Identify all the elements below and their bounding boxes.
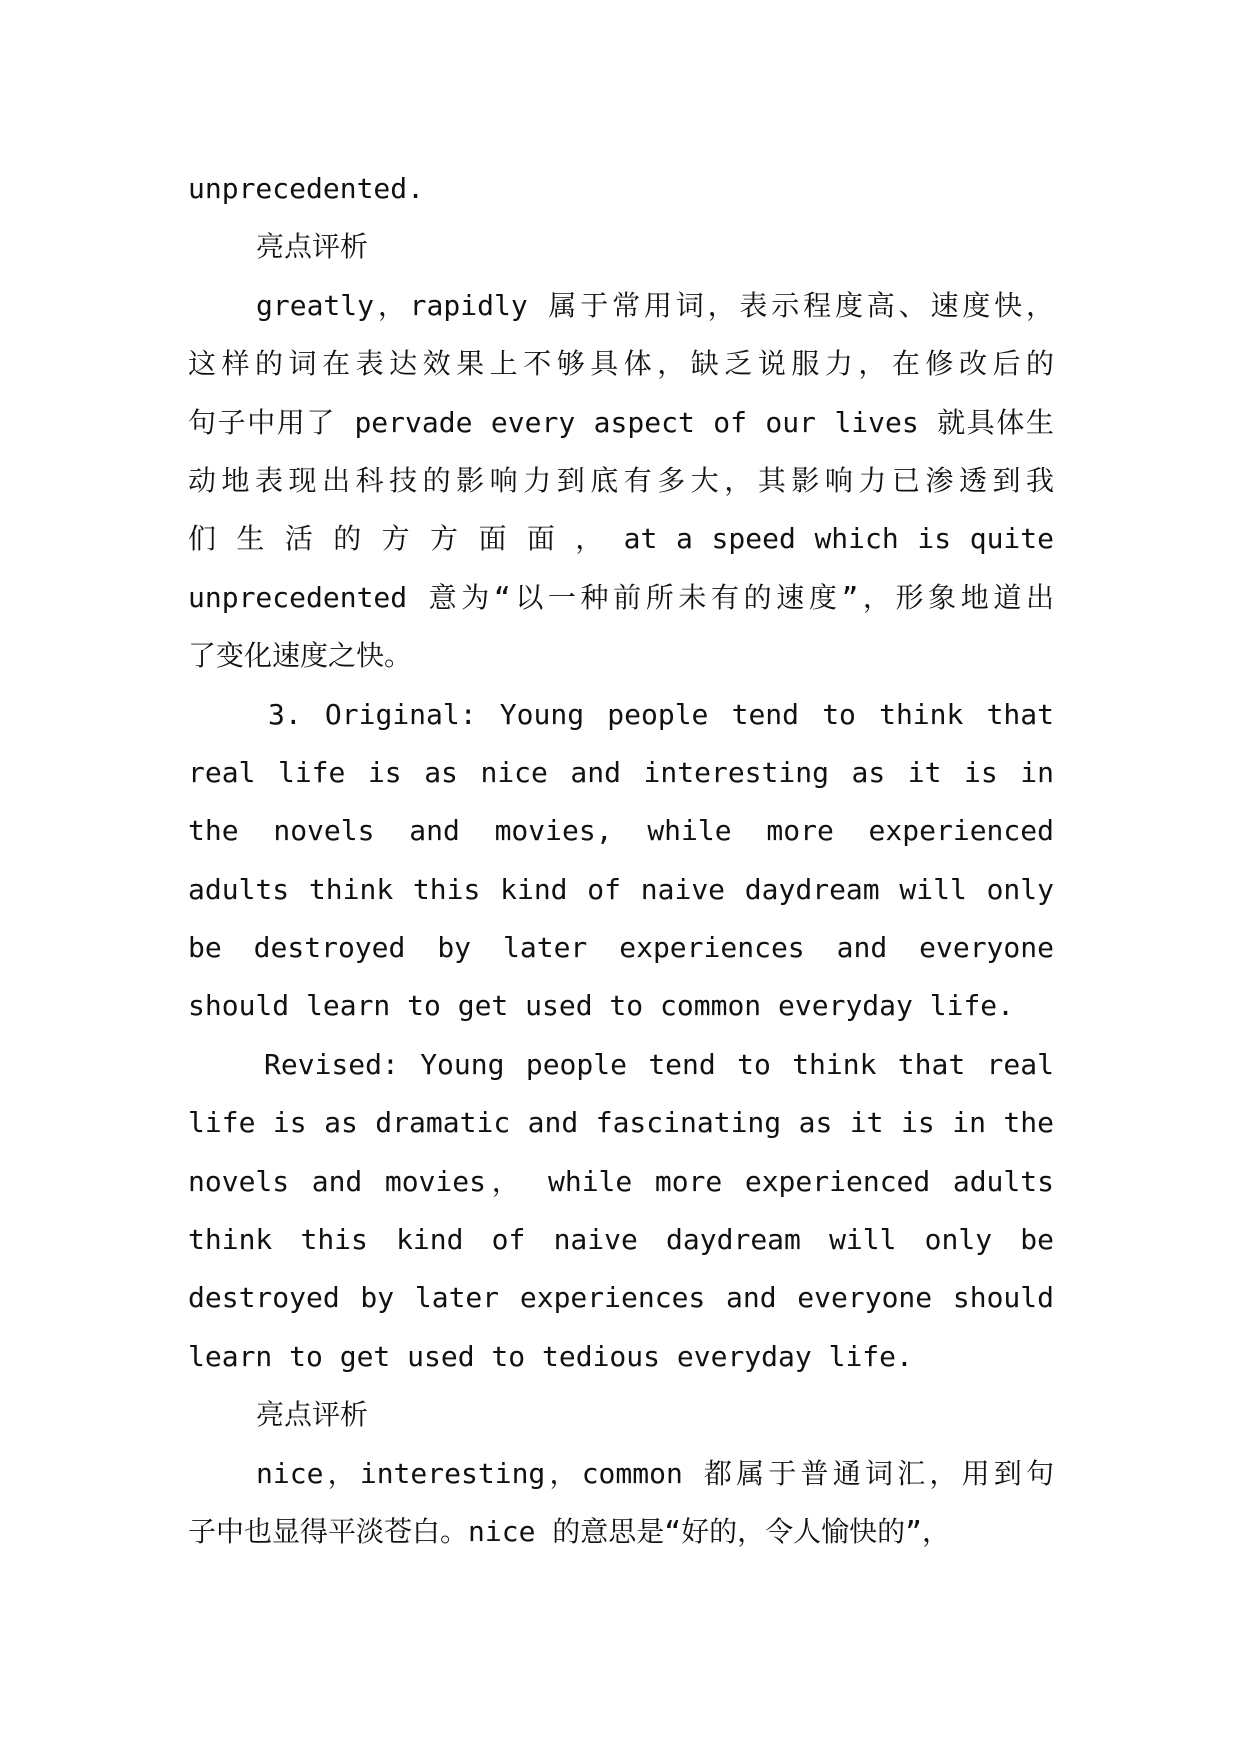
text-line: real life is as nice and interesting as it is in — [188, 755, 1054, 789]
text-line: 动地表现出科技的影响力到底有多大，其影响力已渗透到我 — [188, 463, 1054, 497]
text-line: Revised: Young people tend to think that real — [264, 1047, 1054, 1081]
text-line: 3. Original: Young people tend to think that — [268, 697, 1054, 731]
text-line: nice，interesting，common 都属于普通词汇，用到句 — [256, 1456, 1054, 1490]
text-line: be destroyed by later experiences and everyone — [188, 931, 1054, 965]
text-line: 了变化速度之快。 — [188, 639, 413, 673]
text-line: think this kind of naive daydream will only be — [188, 1223, 1054, 1257]
document-page — [188, 160, 1054, 1561]
text-line: life is as dramatic and fascinating as it is in the — [188, 1106, 1054, 1140]
text-line: the novels and movies, while more experienced — [188, 814, 1054, 848]
text-line: learn to get used to tedious everyday life. — [188, 1339, 913, 1373]
text-line: unprecedented. — [188, 172, 425, 205]
text-line: 句子中用了 pervade every aspect of our lives 就具体生 — [188, 405, 1054, 439]
section-heading: 亮点评析 — [256, 1398, 369, 1432]
text-line: 们 生 活 的 方 方 面 面 ， at a speed which is quite — [188, 522, 1054, 556]
text-line: novels and movies， while more experienced adults — [188, 1164, 1054, 1198]
text-line: adults think this kind of naive daydream will only — [188, 872, 1054, 906]
text-line: should learn to get used to common everyday life. — [188, 989, 1015, 1023]
section-heading: 亮点评析 — [256, 230, 369, 264]
text-line: greatly，rapidly 属于常用词，表示程度高、速度快， — [256, 288, 1054, 322]
text-line: destroyed by later experiences and everyone should — [188, 1281, 1054, 1315]
text-line: 子中也显得平淡苍白。nice 的意思是“好的，令人愉快的”， — [188, 1514, 951, 1548]
text-line: unprecedented 意为“以一种前所未有的速度”，形象地道出 — [188, 580, 1054, 614]
text-line: 这样的词在表达效果上不够具体，缺乏说服力，在修改后的 — [188, 347, 1054, 381]
